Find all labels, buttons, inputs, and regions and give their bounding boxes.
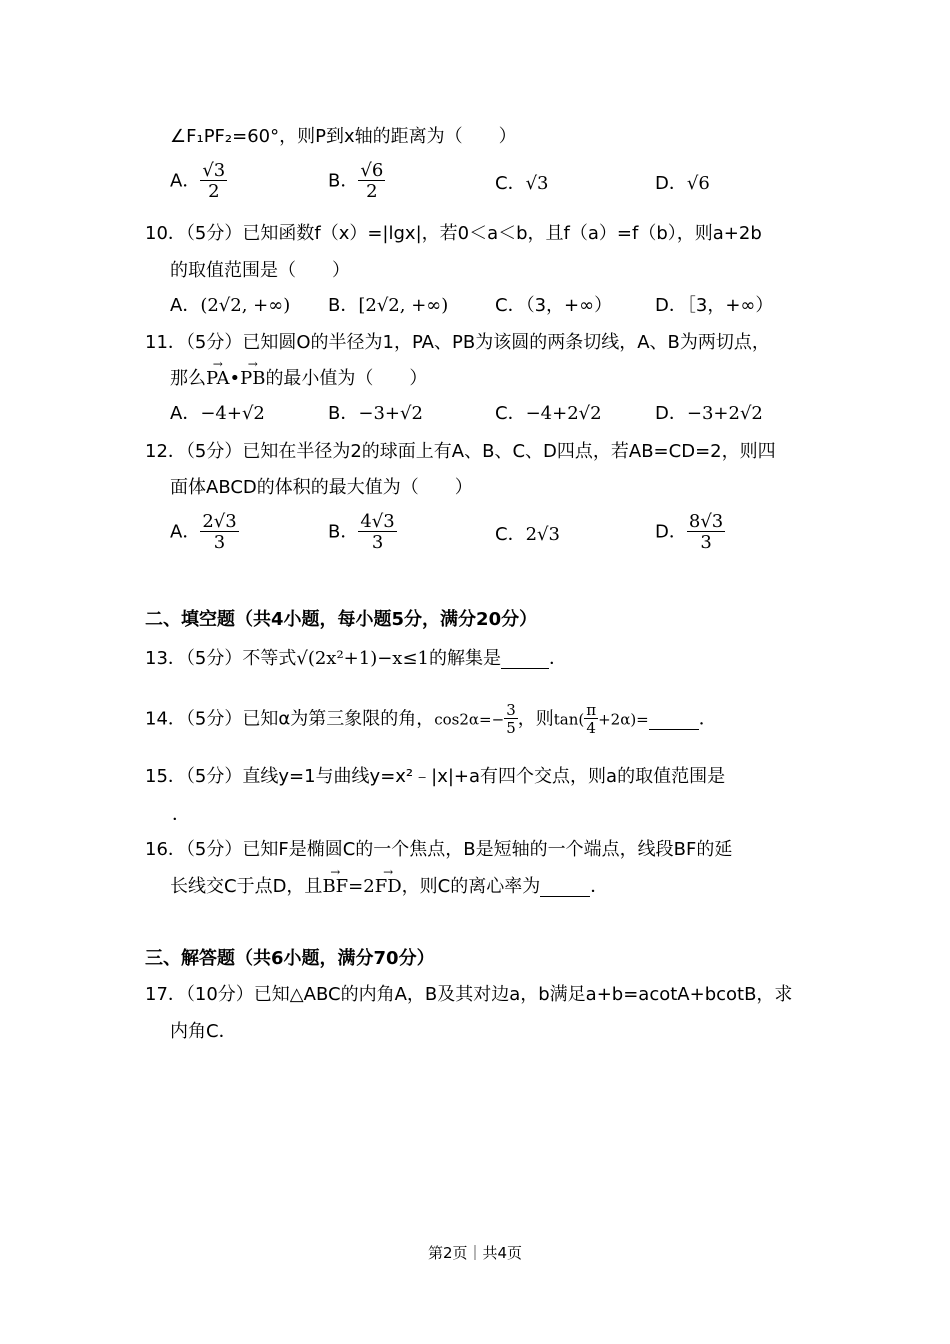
option-value: √3 [525,173,549,194]
text: ． [590,876,609,897]
option-value: （3，+∞） [525,295,613,316]
q9-option-b [328,162,385,201]
fraction-numerator: π [586,701,597,719]
text: ，则 [517,708,554,730]
option-label: B． [328,403,359,424]
q11-option-b [328,405,423,423]
q11-option-c [495,405,602,423]
option-value: −3+2√2 [686,403,763,424]
q11-option-d [655,405,763,423]
fraction-denominator: 4 [586,719,596,737]
fraction-numerator: √3 [202,160,226,181]
option-label: C． [495,524,526,545]
dot-operator: • [229,368,241,389]
q12-line2: 面体ABCD的体积的最大值为（ ） [170,477,473,498]
fraction-numerator: √6 [360,160,384,181]
text: ． [698,708,717,730]
q9-option-a [170,162,227,201]
q17-line1: 17．（10分）已知△ABC的内角A，B及其对边a，b满足a+b=acotA+bcotB，求 [145,984,793,1005]
fraction-denominator: 5 [506,719,516,737]
option-label: C． [495,295,526,316]
option-label: A． [170,295,201,316]
q13 [145,650,567,669]
q10-line1: 10．（5分）已知函数f（x）=|lgx|，若0＜a＜b，且f（a）=f（b），则a+2b [145,223,762,244]
q12-option-b [328,513,397,552]
q10-line2: 的取值范围是（ ） [170,260,350,281]
inequality-formula: √(2x²+1)−x≤1 [296,648,429,669]
answer-blank [501,650,549,669]
option-value: [2√2, +∞) [358,295,449,316]
q17-line2: 内角C． [170,1021,237,1042]
option-value: ［3，+∞） [686,295,774,316]
vector-pb: → PB [240,370,265,388]
tan-formula-tail: +2α)= [598,710,649,729]
q15-line1: 15．（5分）直线y=1与曲线y=x²﹣|x|+a有四个交点，则a的取值范围是 [145,766,726,787]
q16-line1: 16．（5分）已知F是椭圆C的一个焦点，B是短轴的一个端点，线段BF的延 [145,839,733,860]
option-label: B． [328,295,359,316]
text: 13．（5分）不等式 [145,648,297,669]
q9-option-d [655,175,710,193]
option-value: −4+√2 [200,403,265,424]
fraction-numerator: 3 [506,701,516,719]
fraction-denominator: 3 [700,532,712,553]
answer-blank [540,878,590,897]
q10-option-b [328,297,448,315]
q10-option-a [170,297,290,315]
option-value: (2√2, +∞) [200,295,291,316]
fraction-numerator: 2√3 [202,511,237,532]
vector-bf: → BF [322,878,348,896]
q14 [145,703,717,736]
q10-option-d [655,297,773,315]
equals-two: =2 [348,876,375,897]
option-label: D． [655,521,687,543]
option-label: D． [655,173,687,194]
answer-blank [649,711,699,730]
option-label: D． [655,295,687,316]
option-label: B． [328,521,359,543]
q11-option-a [170,405,265,423]
q12-option-a [170,513,239,552]
text: 14．（5分）已知α为第三象限的角， [145,708,435,730]
vector-fd: → FD [375,878,402,896]
fraction-denominator: 2 [366,181,378,202]
tan-formula: tan( [553,710,585,729]
text: 那么 [170,368,206,389]
text: ，则C的离心率为 [401,876,541,897]
section3-title: 三、解答题（共6小题，满分70分） [145,948,435,969]
q11-line1: 11．（5分）已知圆O的半径为1，PA、PB为该圆的两条切线，A、B为两切点， [145,332,770,353]
option-label: A． [170,170,201,192]
option-label: D． [655,403,687,424]
fraction-numerator: 4√3 [360,511,395,532]
option-value: √6 [686,173,710,194]
fraction-numerator: 8√3 [688,511,724,532]
q15-line2: ． [172,804,190,825]
q10-option-c [495,297,612,315]
vector-pa: → PA [206,370,229,388]
option-label: A． [170,403,201,424]
fraction-denominator: 3 [213,532,226,553]
q11-line2 [170,370,427,388]
text: 的最小值为（ ） [265,368,428,389]
option-value: 2√3 [525,524,560,545]
fraction-denominator: 3 [371,532,384,553]
cos-formula: cos2α=− [434,710,505,729]
text: 长线交C于点D，且 [170,876,323,897]
text: ． [549,648,567,669]
option-label: A． [170,521,201,543]
q9-continuation: ∠F₁PF₂=60°，则P到x轴的距离为（ ） [170,126,517,147]
q12-line1: 12．（5分）已知在半径为2的球面上有A、B、C、D四点，若AB=CD=2，则四 [145,441,776,462]
option-value: −4+2√2 [525,403,602,424]
option-value: −3+√2 [358,403,423,424]
fraction-denominator: 2 [208,181,220,202]
q16-line2 [170,878,608,897]
q9-option-c [495,175,549,193]
section2-title: 二、填空题（共4小题，每小题5分，满分20分） [145,609,538,630]
option-label: C． [495,403,526,424]
q12-option-d [655,513,725,552]
page-footer: 第2页｜共4页 [427,1244,523,1262]
text: 的解集是 [429,648,501,669]
option-label: C． [495,173,526,194]
q12-option-c [495,526,560,544]
option-label: B． [328,170,359,192]
